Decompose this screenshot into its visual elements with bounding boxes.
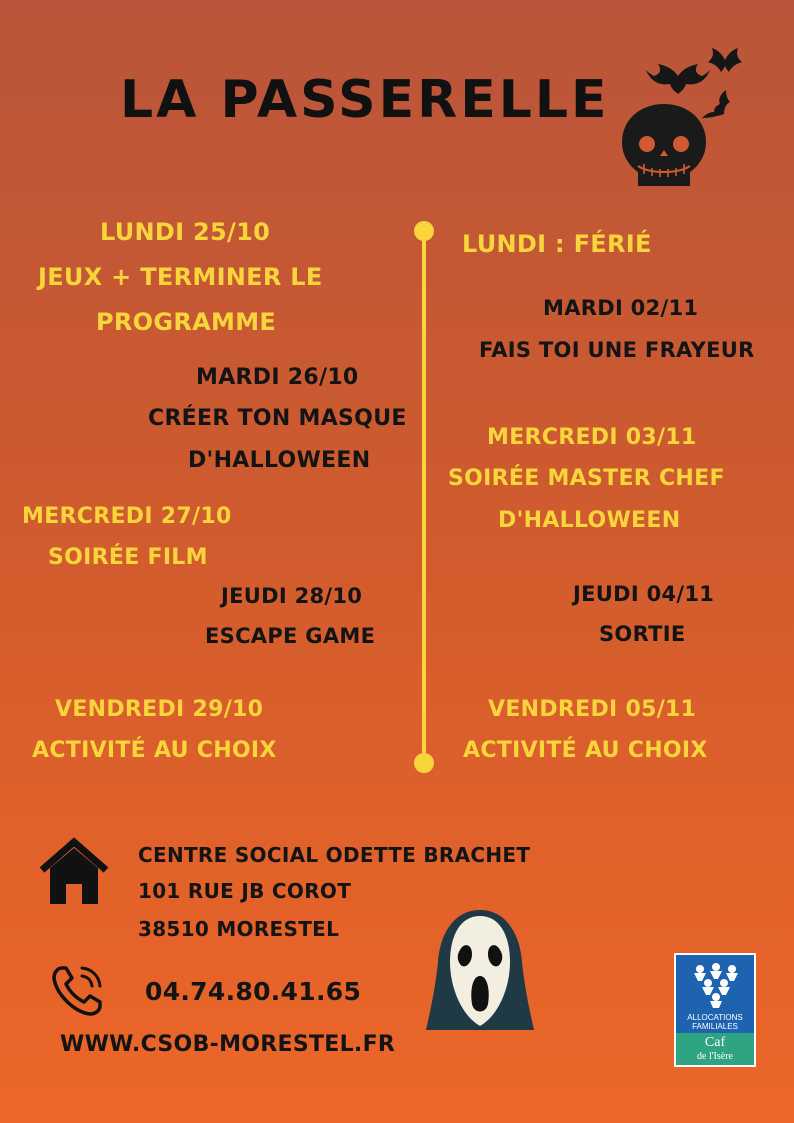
week1-day5-date: VENDREDI 29/10: [55, 697, 264, 722]
week1-day4-date: JEUDI 28/10: [221, 584, 363, 608]
week1-day2-activity-cont: D'HALLOWEEN: [188, 448, 371, 473]
week1-day4-activity: ESCAPE GAME: [205, 624, 376, 648]
phone-icon: [50, 962, 106, 1018]
caf-text-2: FAMILIALES: [692, 1022, 738, 1031]
week1-day2-date: MARDI 26/10: [196, 365, 359, 390]
week2-day1-date: LUNDI : FÉRIÉ: [462, 230, 652, 258]
week1-day2-activity: CRÉER TON MASQUE: [148, 406, 407, 431]
week2-day2-activity: FAIS TOI UNE FRAYEUR: [479, 338, 755, 362]
address-line-2: 101 RUE JB COROT: [138, 879, 352, 903]
caf-people-icon: [686, 961, 746, 1009]
week2-day5-activity: ACTIVITÉ AU CHOIX: [463, 738, 708, 763]
timeline-dot-top: [414, 221, 434, 241]
caf-text-1: ALLOCATIONS: [687, 1013, 743, 1022]
caf-green-band: [676, 1033, 754, 1065]
caf-text-4: de l'Isère: [697, 1051, 733, 1062]
page-title: LA PASSERELLE: [120, 70, 610, 130]
skull-icon: [620, 102, 708, 188]
timeline-dot-bottom: [414, 753, 434, 773]
week1-day1-activity-cont: PROGRAMME: [96, 308, 277, 336]
ghost-mask-icon: [424, 904, 536, 1032]
week2-day4-activity: SORTIE: [599, 622, 686, 646]
week1-day1-date: LUNDI 25/10: [100, 218, 271, 246]
week1-day1-activity: JEUX + TERMINER LE: [38, 263, 323, 291]
house-icon: [38, 836, 110, 906]
website-link[interactable]: WWW.CSOB-MORESTEL.FR: [60, 1032, 396, 1057]
address-line-1: CENTRE SOCIAL ODETTE BRACHET: [138, 843, 531, 867]
week1-day3-activity: SOIRÉE FILM: [48, 545, 208, 570]
week2-day3-date: MERCREDI 03/11: [487, 425, 697, 450]
week1-day3-date: MERCREDI 27/10: [22, 504, 232, 529]
caf-logo: [674, 953, 756, 1067]
week2-day3-activity-cont: D'HALLOWEEN: [498, 508, 681, 533]
week2-day3-activity: SOIRÉE MASTER CHEF: [448, 466, 725, 491]
caf-text-3: Caf: [704, 1035, 726, 1050]
week1-day5-activity: ACTIVITÉ AU CHOIX: [32, 738, 277, 763]
timeline-line: [422, 230, 426, 763]
week2-day4-date: JEUDI 04/11: [573, 582, 715, 606]
phone-number[interactable]: 04.74.80.41.65: [145, 977, 362, 1006]
bat-icon: [708, 48, 742, 78]
week2-day5-date: VENDREDI 05/11: [488, 697, 697, 722]
address-line-3: 38510 MORESTEL: [138, 917, 340, 941]
week2-day2-date: MARDI 02/11: [543, 296, 699, 320]
